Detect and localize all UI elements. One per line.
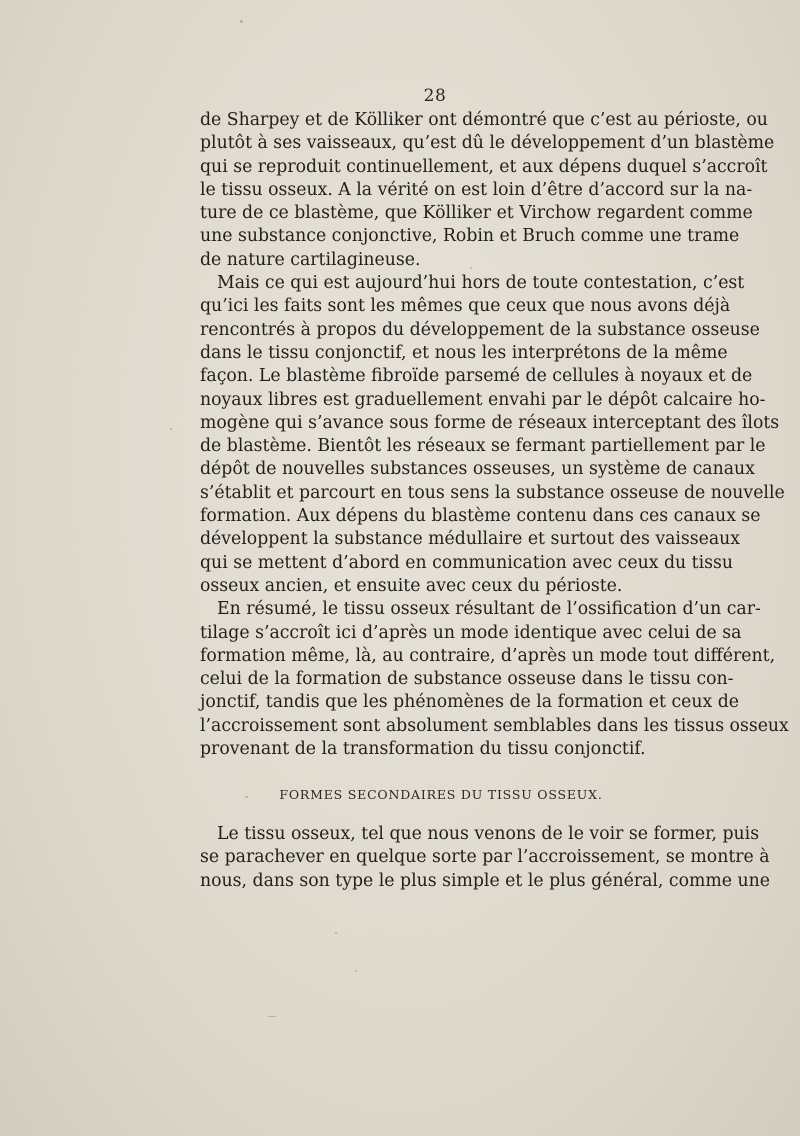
text-line: ture de ce blastème, que Kölliker et Virchow regardent comme	[200, 203, 753, 224]
text-line: qui se reproduit continuellement, et aux dépens duquel s’accroît	[200, 156, 768, 177]
text-line: dépôt de nouvelles substances osseuses, un système de canaux	[200, 459, 755, 480]
paper-speck	[245, 796, 248, 798]
text-line: de blastème. Bientôt les réseaux se fermant partiellement par le	[200, 436, 766, 457]
text-line: se parachever en quelque sorte par l’accroissement, se montre à	[200, 847, 770, 868]
page-number: 28	[423, 86, 447, 106]
paper-speck	[170, 428, 172, 430]
section-heading: FORMES SECONDAIRES DU TISSU OSSEUX.	[279, 787, 603, 802]
text-line: qu’ici les faits sont les mêmes que ceux que nous avons déjà	[200, 296, 731, 317]
text-line: nous, dans son type le plus simple et le plus général, comme une	[200, 870, 770, 891]
paragraph-3	[200, 598, 789, 761]
text-line: noyaux libres est graduellement envahi par le dépôt calcaire ho-	[200, 389, 766, 410]
paragraph-1	[200, 109, 775, 272]
text-line: dans le tissu conjonctif, et nous les interprétons de la même	[200, 342, 728, 363]
text-line: s’établit et parcourt en tous sens la substance osseuse de nouvelle	[200, 482, 785, 503]
text-line: une substance conjonctive, Robin et Bruch comme une trame	[200, 226, 740, 247]
paper-speck	[355, 970, 357, 972]
text-line: le tissu osseux. A la vérité on est loin d’être d’accord sur la na-	[200, 179, 753, 200]
text-line: celui de la formation de substance osseuse dans le tissu con-	[200, 669, 734, 690]
text-line: qui se mettent d’abord en communication avec ceux du tissu	[200, 552, 733, 573]
body-text-top	[200, 109, 789, 761]
text-line: plutôt à ses vaisseaux, qu’est dû le développement d’un blastème	[200, 133, 775, 154]
paper-speck	[470, 267, 472, 269]
text-line: rencontrés à propos du développement de la substance osseuse	[200, 319, 760, 340]
paper-speck	[268, 1016, 276, 1017]
paragraph-4	[200, 823, 770, 893]
text-line: de Sharpey et de Kölliker ont démontré que c’est au périoste, ou	[200, 110, 768, 130]
text-line: Le tissu osseux, tel que nous venons de le voir se former, puis	[217, 824, 760, 844]
text-line: de nature cartilagineuse.	[200, 249, 421, 270]
text-line: formation même, là, au contraire, d’après un mode tout différent,	[200, 645, 776, 666]
text-line: provenant de la transformation du tissu conjonctif.	[200, 739, 646, 760]
text-line: l’accroissement sont absolument semblables dans les tissus osseux	[200, 715, 789, 736]
paragraph-2	[200, 272, 785, 598]
paper-speck	[240, 20, 243, 23]
text-line: façon. Le blastème fibroïde parsemé de cellules à noyaux et de	[200, 366, 753, 387]
text-line: mogène qui s’avance sous forme de réseaux interceptant des îlots	[200, 412, 780, 433]
text-line: développent la substance médullaire et surtout des vaisseaux	[200, 529, 741, 550]
text-line: jonctif, tandis que les phénomènes de la formation et ceux de	[200, 692, 740, 713]
text-line: osseux ancien, et ensuite avec ceux du périoste.	[200, 575, 623, 596]
text-line: tilage s’accroît ici d’après un mode identique avec celui de sa	[200, 622, 742, 643]
body-text-bottom	[200, 823, 770, 893]
text-line: En résumé, le tissu osseux résultant de l’ossification d’un car-	[217, 599, 761, 620]
paper-speck	[335, 932, 337, 934]
text-line: formation. Aux dépens du blastème contenu dans ces canaux se	[200, 506, 761, 527]
text-line: Mais ce qui est aujourd’hui hors de toute contestation, c’est	[217, 273, 745, 294]
